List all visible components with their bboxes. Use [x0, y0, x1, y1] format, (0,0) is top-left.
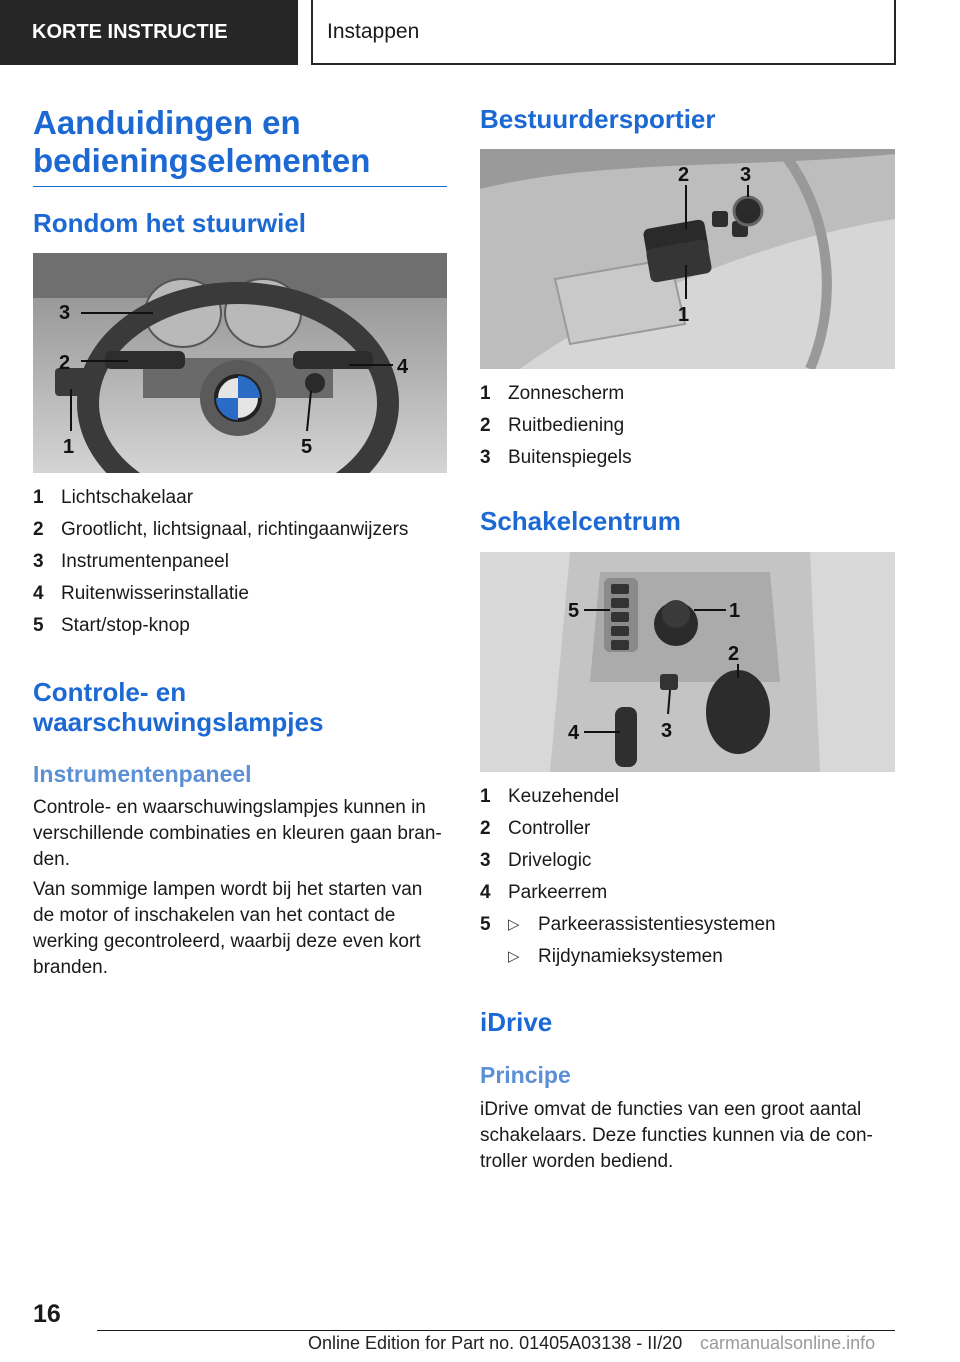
center-console-photo: [480, 552, 895, 772]
warning-paragraph-1: Controle- en waarschuwingslampjes kunnen in verschillende combinaties en kleuren gaan bran-den.: [33, 797, 442, 870]
item-text: Buitenspiegels: [508, 447, 632, 468]
section-tab: [0, 0, 298, 65]
item-text: Drivelogic: [508, 850, 592, 871]
list-item: [33, 514, 447, 546]
item-text: Start/stop-knop: [61, 615, 190, 636]
item-number: 3: [480, 850, 491, 871]
steering-callout: 4: [397, 356, 409, 378]
item-text: Ruitenwisserinstallatie: [61, 583, 249, 604]
watermark: carmanualsonline.info: [700, 1333, 876, 1353]
list-item: [480, 410, 895, 442]
item-text: Rijdynamieksystemen: [538, 946, 723, 967]
center-callout: 5: [568, 600, 580, 622]
item-text: Ruitbediening: [508, 415, 625, 436]
item-text: Lichtschakelaar: [61, 487, 194, 508]
list-item: [480, 781, 895, 813]
center-legend: [480, 781, 895, 973]
center-callout: 2: [728, 643, 740, 665]
item-number: 5: [480, 914, 491, 935]
warning-heading-line1: Controle- en: [33, 677, 187, 707]
warning-heading: [33, 677, 447, 737]
item-number: 3: [480, 447, 491, 468]
page-title: Aanduidingen en bedieningselementen: [33, 104, 447, 187]
edition-text: Online Edition for Part no. 01405A03138 - II/20: [308, 1333, 683, 1353]
item-number: 1: [480, 786, 491, 807]
principle-subheading: Principe: [480, 1062, 571, 1088]
item-text: Parkeerassistentiesystemen: [538, 914, 776, 935]
list-item: [33, 610, 447, 642]
steering-callout: 3: [59, 302, 71, 324]
list-item: [480, 442, 895, 474]
subsection-tab: [311, 0, 896, 65]
steering-wheel-photo: [33, 253, 447, 473]
steering-callout: 5: [301, 436, 313, 458]
idrive-paragraph: iDrive omvat de functies van een groot aantal schakelaars. Deze functies kunnen via de con-troller worden bediend.: [480, 1099, 873, 1172]
driver-door-photo: [480, 149, 895, 369]
item-number: 5: [33, 615, 44, 636]
item-number: 2: [480, 818, 491, 839]
footer-divider: [97, 1330, 895, 1331]
list-item: [33, 482, 447, 514]
idrive-heading: iDrive: [480, 1007, 553, 1037]
item-text: Controller: [508, 818, 591, 839]
door-heading: Bestuurdersportier: [480, 104, 716, 134]
list-item: [480, 877, 895, 909]
steering-callout: 1: [63, 436, 75, 458]
door-callout: 2: [678, 164, 690, 186]
item-text: Parkeerrem: [508, 882, 608, 903]
center-heading: Schakelcentrum: [480, 506, 681, 536]
list-item: [480, 378, 895, 410]
item-number: 4: [33, 583, 44, 604]
list-item: [480, 909, 895, 941]
item-number: 1: [480, 383, 491, 404]
center-callout: 3: [661, 720, 673, 742]
item-text: Zonnescherm: [508, 383, 625, 404]
door-legend: [480, 378, 895, 474]
center-callout: 1: [729, 600, 741, 622]
steering-callout: 2: [59, 352, 71, 374]
center-callout: 4: [568, 722, 580, 744]
item-number: 2: [33, 519, 44, 540]
triangle-bullet-icon: ▷: [508, 948, 520, 965]
item-text: Keuzehendel: [508, 786, 619, 807]
list-item: [33, 546, 447, 578]
item-number: 4: [480, 882, 491, 903]
item-text: Grootlicht, lichtsignaal, richtingaanwijzers: [61, 519, 409, 540]
warning-paragraph-2: Van sommige lampen wordt bij het starten van de motor of inschakelen van het contact de werking gecontroleerd, waarbij deze even kort branden.: [33, 879, 423, 978]
list-item: [480, 845, 895, 877]
door-callout: 1: [678, 304, 690, 326]
item-text: Instrumentenpaneel: [61, 551, 229, 572]
item-number: 1: [33, 487, 44, 508]
instrument-panel-subheading: Instrumentenpaneel: [33, 761, 252, 787]
triangle-bullet-icon: ▷: [508, 916, 520, 933]
section-title: KORTE INSTRUCTIE: [32, 21, 228, 43]
list-item: [480, 813, 895, 845]
steering-heading: Rondom het stuurwiel: [33, 208, 306, 238]
item-number: 3: [33, 551, 44, 572]
list-item: [480, 941, 895, 973]
steering-legend: [33, 482, 447, 642]
warning-heading-line2: waarschuwingslampjes: [33, 707, 324, 737]
door-callout: 3: [740, 164, 752, 186]
page-number: 16: [33, 1300, 61, 1328]
list-item: [33, 578, 447, 610]
item-number: 2: [480, 415, 491, 436]
subsection-title: Instappen: [327, 19, 420, 43]
